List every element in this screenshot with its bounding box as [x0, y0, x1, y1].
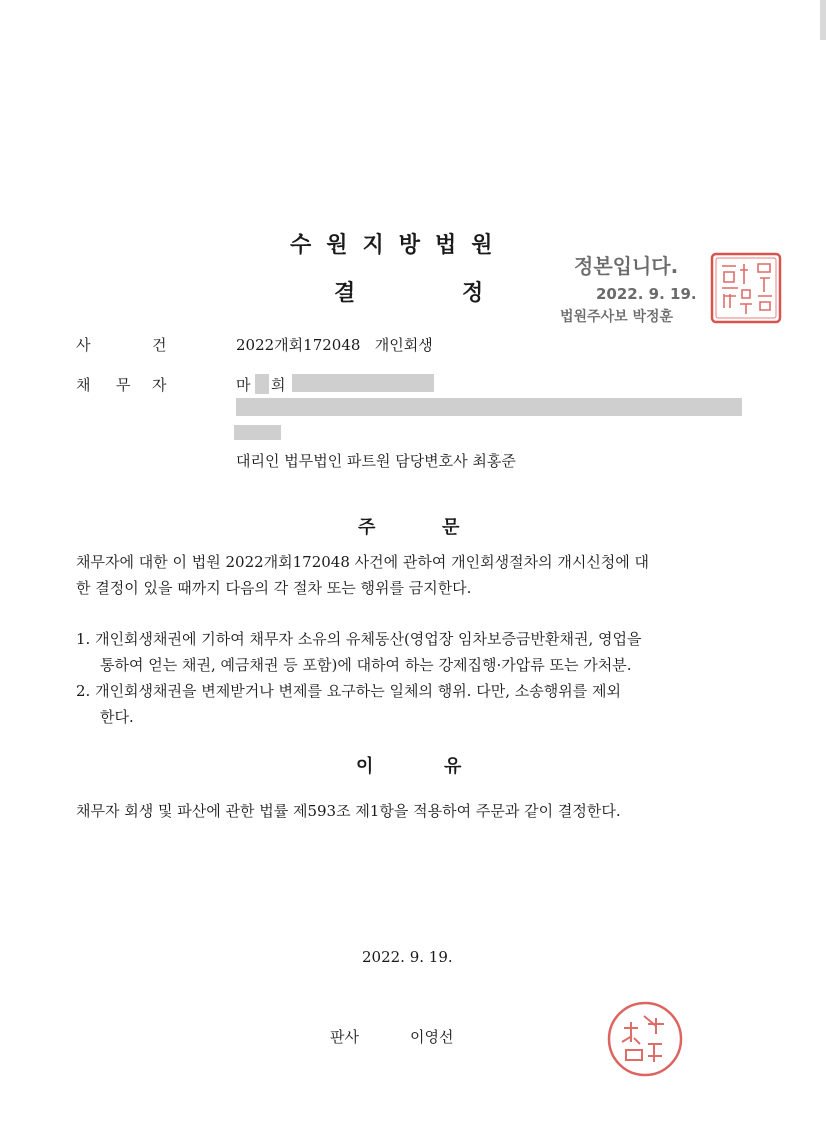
doc-type-left: 결: [334, 281, 356, 306]
redaction-block: [255, 374, 269, 394]
judge-seal-icon: [604, 998, 686, 1080]
judge-name: 이영선: [410, 1028, 454, 1046]
order-item-2-line-1: 2. 개인회생채권을 변제받거나 변제를 요구하는 일체의 행위. 다만, 소송행위를 제외: [76, 682, 621, 700]
case-label-2: 건: [152, 336, 167, 354]
redaction-block: [234, 425, 281, 440]
reason-heading-right: 유: [444, 756, 462, 777]
debtor-label-1: 채: [76, 376, 91, 394]
debtor-label-2: 무: [116, 376, 131, 394]
redaction-block: [292, 374, 434, 392]
court-name: 수원지방법원: [290, 233, 508, 258]
order-heading-left: 주: [358, 517, 376, 538]
debtor-name-part-2: 희: [271, 376, 286, 394]
order-intro-line-1: 채무자에 대한 이 법원 2022개회172048 사건에 관하여 개인회생절차의 개시신청에 대: [76, 553, 650, 571]
order-item-2-line-2: 한다.: [100, 708, 134, 726]
legal-agent: 대리인 법무법인 파트원 담당변호사 최홍준: [236, 452, 516, 470]
case-number: 2022개회172048 개인회생: [236, 336, 433, 354]
certified-copy-title: 정본입니다.: [574, 254, 679, 278]
decision-date: 2022. 9. 19.: [362, 948, 453, 966]
scrollbar[interactable]: [820, 0, 826, 40]
doc-type-right: 정: [462, 281, 484, 306]
order-heading-right: 문: [442, 517, 460, 538]
redaction-block: [236, 398, 742, 416]
certified-copy-date: 2022. 9. 19.: [596, 285, 697, 303]
reason-heading-left: 이: [356, 756, 374, 777]
case-label-1: 사: [76, 336, 91, 354]
debtor-label-3: 자: [152, 376, 167, 394]
order-item-1-line-1: 1. 개인회생채권에 기하여 채무자 소유의 유체동산(영업장 임차보증금반환채권, 영업을: [76, 630, 642, 648]
debtor-name-part-1: 마: [236, 376, 251, 394]
judge-title: 판사: [330, 1028, 359, 1046]
order-item-1-line-2: 통하여 얻는 채권, 예금채권 등 포함)에 대하여 하는 강제집행·가압류 또는 가처분.: [100, 656, 632, 674]
reason-text: 채무자 회생 및 파산에 관한 법률 제593조 제1항을 적용하여 주문과 같이 결정한다.: [76, 802, 621, 820]
order-intro-line-2: 한 결정이 있을 때까지 다음의 각 절차 또는 행위를 금지한다.: [76, 579, 472, 597]
court-seal-icon: [710, 252, 782, 324]
certified-copy-clerk: 법원주사보 박정훈: [560, 309, 674, 325]
